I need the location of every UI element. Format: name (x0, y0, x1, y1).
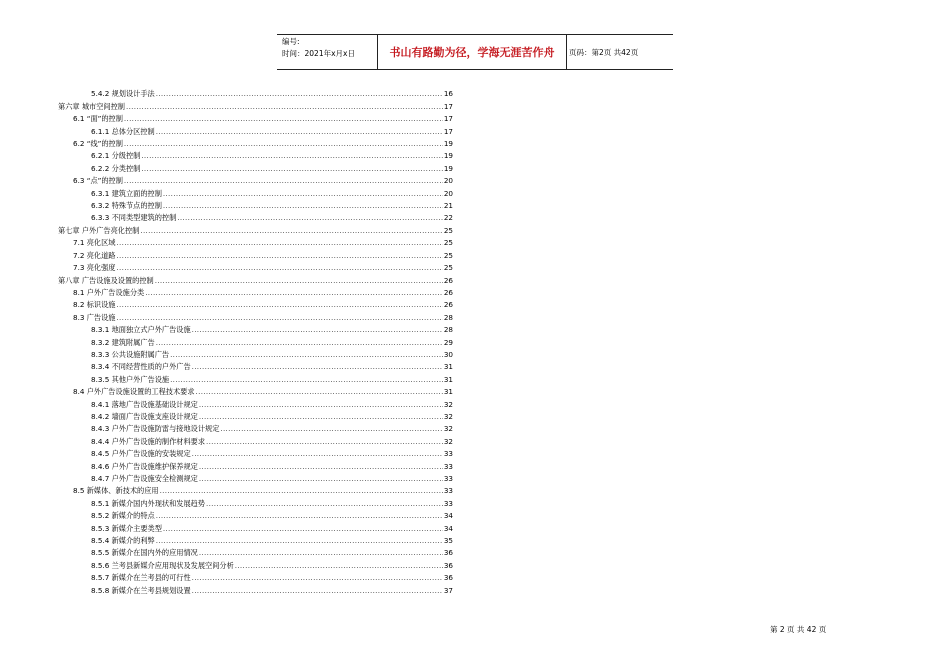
toc-entry[interactable] (58, 483, 453, 495)
toc-entry-page: 31 (443, 374, 453, 384)
toc-entry-title: 8.4.7 户外广告设施安全检测规定 (91, 474, 198, 483)
toc-entry-page: 16 (443, 89, 453, 99)
toc-entry[interactable] (58, 384, 453, 396)
toc-entry-page: 34 (443, 523, 453, 533)
toc-dot-leader (116, 238, 442, 247)
toc-entry-title: 8.4 户外广告设施设置的工程技术要求 (73, 387, 195, 397)
toc-entry[interactable] (58, 371, 453, 383)
toc-entry-page: 26 (443, 275, 453, 285)
toc-dot-leader (199, 548, 443, 557)
toc-entry-page: 21 (443, 201, 453, 211)
toc-dot-leader (116, 300, 442, 309)
toc-dot-leader (156, 511, 443, 520)
header-page-label: 页码：第2页 共42页 (569, 47, 639, 57)
toc-entry[interactable] (58, 557, 453, 569)
toc-entry-title: 第六章 城市空间控制 (58, 101, 125, 111)
toc-entry-title: 第七章 户外广告亮化控制 (58, 225, 140, 235)
toc-entry-page: 17 (443, 101, 453, 111)
toc-entry[interactable] (58, 495, 453, 507)
toc-entry-title: 6.3.1 建筑立面的控制 (91, 188, 162, 198)
toc-dot-leader (192, 449, 443, 458)
toc-dot-leader (235, 561, 443, 570)
toc-dot-leader (199, 462, 443, 471)
toc-entry-page: 37 (443, 585, 453, 595)
toc-entry-page: 20 (443, 176, 453, 186)
toc-dot-leader (199, 400, 443, 409)
toc-entry-title: 6.2.1 分级控制 (91, 151, 141, 161)
page-header (277, 34, 673, 70)
toc-entry-title: 8.4.5 户外广告设施的安装规定 (91, 449, 191, 459)
toc-dot-leader (199, 474, 443, 483)
toc-entry[interactable] (58, 347, 453, 359)
toc-entry[interactable] (58, 285, 453, 297)
toc-entry-title: 6.3.3 不同类型建筑的控制 (91, 213, 177, 223)
toc-entry-page: 25 (443, 263, 453, 273)
toc-entry-title: 8.3.5 其他户外广告设施 (91, 374, 170, 384)
toc-entry-title: 8.5.2 新媒介的特点 (91, 511, 155, 521)
toc-entry[interactable] (58, 309, 453, 321)
header-meta (282, 36, 377, 60)
toc-entry[interactable] (58, 222, 453, 234)
toc-dot-leader (192, 325, 443, 334)
toc-entry-title: 8.3 广告设施 (73, 312, 116, 322)
toc-entry[interactable] (58, 446, 453, 458)
toc-entry-page: 35 (443, 536, 453, 546)
toc-entry-page: 32 (443, 424, 453, 434)
toc-entry-title: 6.3.2 特殊节点的控制 (91, 201, 162, 211)
toc-entry-title: 8.4.2 墙面广告设施支座设计规定 (91, 411, 198, 421)
toc-entry-page: 32 (443, 399, 453, 409)
toc-dot-leader (160, 486, 443, 495)
toc-entry[interactable] (58, 433, 453, 445)
toc-dot-leader (220, 424, 442, 433)
toc-dot-leader (163, 201, 443, 210)
toc-dot-leader (192, 573, 443, 582)
toc-entry-page: 26 (443, 287, 453, 297)
toc-dot-leader (192, 362, 443, 371)
toc-entry-title: 8.5.7 新媒介在兰考县的可行性 (91, 573, 191, 583)
toc-dot-leader (170, 375, 443, 384)
toc-entry-title: 8.5.4 新媒介的利弊 (91, 536, 155, 546)
toc-dot-leader (145, 288, 443, 297)
header-time-label: 时间：2021年x月x日 (282, 49, 355, 58)
toc-entry-title: 8.5.3 新媒介主要类型 (91, 523, 162, 533)
toc-entry-title: 8.3.1 地面独立式户外广告设施 (91, 325, 191, 335)
toc-entry-page: 32 (443, 411, 453, 421)
toc-entry[interactable] (58, 322, 453, 334)
toc-entry-page: 26 (443, 300, 453, 310)
toc-entry-page: 33 (443, 461, 453, 471)
toc-entry[interactable] (58, 545, 453, 557)
toc-entry-title: 8.4.6 户外广告设施维护保养规定 (91, 461, 198, 471)
toc-dot-leader (116, 251, 442, 260)
toc-entry-title: 第八章 广告设施及设置的控制 (58, 275, 154, 285)
toc-entry-title: 8.4.1 落地广告设施基础设计规定 (91, 399, 198, 409)
table-of-contents (58, 86, 453, 595)
toc-entry[interactable] (58, 173, 453, 185)
toc-entry-page: 28 (443, 312, 453, 322)
toc-entry-page: 30 (443, 349, 453, 359)
toc-entry-page: 20 (443, 188, 453, 198)
toc-entry-title: 8.5.1 新媒介国内外现状和发展趋势 (91, 498, 206, 508)
toc-entry[interactable] (58, 198, 453, 210)
toc-entry-page: 36 (443, 560, 453, 570)
toc-entry-title: 8.5 新媒体、新技术的应用 (73, 486, 159, 496)
toc-entry-page: 25 (443, 225, 453, 235)
toc-entry[interactable] (58, 508, 453, 520)
toc-entry-page: 31 (443, 362, 453, 372)
toc-entry-page: 31 (443, 387, 453, 397)
toc-entry[interactable] (58, 260, 453, 272)
header-number-label: 编号: (282, 37, 300, 46)
toc-entry[interactable] (58, 235, 453, 247)
toc-entry[interactable] (58, 359, 453, 371)
toc-dot-leader (156, 89, 443, 98)
toc-dot-leader (177, 213, 443, 222)
toc-entry[interactable] (58, 533, 453, 545)
toc-dot-leader (156, 536, 443, 545)
toc-entry-page: 17 (443, 114, 453, 124)
toc-entry-page: 33 (443, 449, 453, 459)
toc-dot-leader (124, 139, 443, 148)
toc-entry-page: 34 (443, 511, 453, 521)
toc-entry-page: 33 (443, 486, 453, 496)
toc-dot-leader (155, 276, 443, 285)
toc-entry[interactable] (58, 210, 453, 222)
toc-dot-leader (196, 387, 443, 396)
toc-dot-leader (170, 350, 443, 359)
toc-dot-leader (141, 164, 443, 173)
toc-entry-page: 33 (443, 474, 453, 483)
toc-entry[interactable] (58, 160, 453, 172)
toc-entry[interactable] (58, 458, 453, 470)
toc-entry-page: 19 (443, 151, 453, 161)
toc-entry[interactable] (58, 409, 453, 421)
toc-entry-title: 8.4.3 户外广告设施防雷与接地设计规定 (91, 424, 220, 434)
toc-entry[interactable] (58, 148, 453, 160)
toc-entry-page: 28 (443, 325, 453, 335)
toc-entry-page: 36 (443, 548, 453, 558)
toc-entry-page: 32 (443, 436, 453, 446)
toc-dot-leader (206, 437, 443, 446)
toc-entry-title: 8.3.2 建筑附属广告 (91, 337, 155, 347)
toc-dot-leader (156, 338, 443, 347)
toc-dot-leader (124, 176, 443, 185)
toc-entry-page: 19 (443, 139, 453, 149)
toc-entry-title: 8.2 标识设施 (73, 300, 116, 310)
toc-entry[interactable] (58, 297, 453, 309)
toc-entry-title: 5.4.2 规划设计手法 (91, 89, 155, 99)
toc-entry[interactable] (58, 471, 453, 483)
toc-entry-title: 6.3 “点”的控制 (73, 176, 123, 186)
toc-entry-page: 19 (443, 163, 453, 173)
header-motto: 书山有路勤为径，学海无涯苦作舟 (389, 46, 555, 59)
toc-dot-leader (116, 263, 442, 272)
toc-dot-leader (192, 586, 443, 595)
footer-page-number: 第 2 页 共 42 页 (770, 625, 827, 634)
toc-entry-title: 8.3.4 不同经营性质的户外广告 (91, 362, 191, 372)
toc-dot-leader (126, 102, 443, 111)
toc-dot-leader (163, 189, 443, 198)
toc-entry-page: 17 (443, 126, 453, 136)
toc-entry[interactable] (58, 421, 453, 433)
toc-entry[interactable] (58, 185, 453, 197)
toc-entry-title: 8.5.5 新媒介在国内外的应用情况 (91, 548, 198, 558)
toc-entry[interactable] (58, 123, 453, 135)
toc-entry-page: 22 (443, 213, 453, 223)
toc-entry[interactable] (58, 570, 453, 582)
toc-entry[interactable] (58, 111, 453, 123)
toc-entry[interactable] (58, 582, 453, 594)
toc-entry-title: 7.2 亮化道路 (73, 250, 116, 260)
toc-dot-leader (124, 114, 443, 123)
toc-entry-title: 8.3.3 公共设施附属广告 (91, 349, 170, 359)
toc-dot-leader (156, 127, 443, 136)
toc-entry[interactable] (58, 520, 453, 532)
toc-entry-title: 8.5.6 兰考县新媒介应用现状及发展空间分析 (91, 560, 234, 570)
toc-entry[interactable] (58, 334, 453, 346)
toc-entry-title: 6.1.1 总体分区控制 (91, 126, 155, 136)
toc-dot-leader (116, 313, 442, 322)
toc-entry-title: 8.1 户外广告设施分类 (73, 287, 145, 297)
toc-entry[interactable] (58, 98, 453, 110)
toc-entry[interactable] (58, 272, 453, 284)
toc-entry-title: 7.1 亮化区域 (73, 238, 116, 248)
toc-entry-page: 25 (443, 238, 453, 248)
toc-entry-title: 7.3 亮化强度 (73, 263, 116, 273)
toc-entry-page: 36 (443, 573, 453, 583)
toc-dot-leader (141, 151, 443, 160)
toc-entry-title: 8.4.4 户外广告设施的制作材料要求 (91, 436, 206, 446)
toc-entry-title: 8.5.8 新媒介在兰考县规划设置 (91, 585, 191, 595)
toc-dot-leader (140, 226, 442, 235)
toc-entry[interactable] (58, 247, 453, 259)
toc-entry-page: 29 (443, 337, 453, 347)
toc-entry[interactable] (58, 136, 453, 148)
header-divider (566, 35, 567, 69)
toc-dot-leader (199, 412, 443, 421)
toc-dot-leader (206, 499, 443, 508)
toc-entry-page: 25 (443, 250, 453, 260)
toc-entry-title: 6.2 “线”的控制 (73, 139, 123, 149)
toc-entry-title: 6.1 “面”的控制 (73, 114, 123, 124)
toc-entry[interactable] (58, 86, 453, 98)
toc-dot-leader (163, 524, 443, 533)
toc-entry[interactable] (58, 396, 453, 408)
toc-entry-title: 6.2.2 分类控制 (91, 163, 141, 173)
toc-entry-page: 33 (443, 498, 453, 508)
